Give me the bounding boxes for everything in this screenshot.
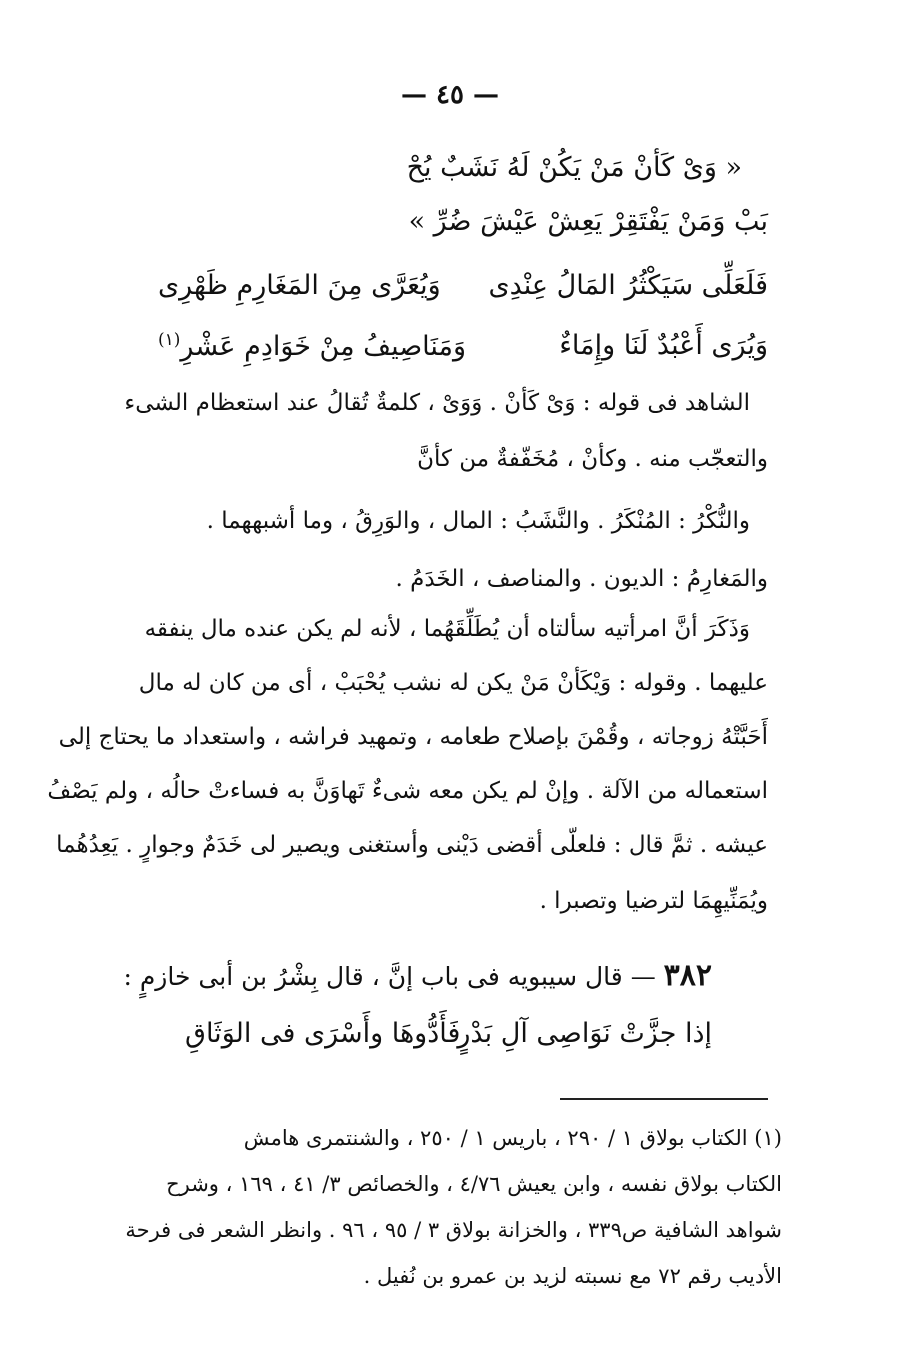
opening-verse-line-2: بَبْ وَمَنْ يَفْتَقِرْ يَعِشْ عَيْشَ ضُرِّ » (408, 206, 768, 237)
commentary-line: وَذَكَرَ أنَّ امرأتيه سألتاه أن يُطَلِّقَهُما ، لأنه لم يكن عنده مال ينفقه (144, 616, 750, 642)
poem-verse-2-first-hemistich: وَيُرَى أَعْبُدٌ لَنَا وإِمَاءٌ (559, 330, 768, 361)
poem-verse-2-second-hemistich-text: وَمَنَاصِيفُ مِنْ خَوَادِمِ عَشْرِ (180, 331, 467, 362)
entry-number: ٣٨٢ (663, 958, 712, 993)
footnote-line: (١) الكتاب بولاق ١ / ٢٩٠ ، باريس ١ / ٢٥٠ ، والشنتمرى هامش (243, 1126, 782, 1150)
footnote-line: الكتاب بولاق نفسه ، وابن يعيش ٤/٧٦ ، والخصائص ٣/ ٤١ ، ١٦٩ ، وشرح (166, 1172, 782, 1196)
poem-verse-2 (158, 330, 768, 374)
entry-heading (123, 958, 712, 993)
commentary-line: استعماله من الآلة . وإنْ لم يكن معه شىءٌ تَهاوَنَّ به فساءتْ حالُه ، ولم يَصْفُ (47, 778, 768, 804)
entry-heading-text: — قال سيبويه فى باب إنَّ ، قال بِشْرُ بن أبى خازمٍ : (123, 962, 656, 991)
commentary-line: والنُّكْرُ : المُنْكَرُ . والنَّشَبُ : المال ، والوَرِقُ ، وما أشبههما . (206, 508, 750, 534)
commentary-line: والمَغارِمُ : الديون . والمناصف ، الخَدَمُ . (395, 566, 768, 592)
commentary-line: عيشه . ثمَّ قال : فلعلّى أقضى دَيْنى وأستغنى ويصير لى خَدَمٌ وجوارٍ . يَعِدُهُما (56, 832, 768, 858)
page-number: — ٤٥ — (400, 80, 500, 110)
next-verse-first-hemistich: إذا جزَّتْ نَوَاصِى آلِ بَدْرٍ (457, 1018, 712, 1049)
poem-verse-2-second-hemistich (158, 330, 466, 362)
poem-verse-1 (158, 270, 768, 314)
commentary-text (47, 390, 768, 932)
commentary-line: أَحَبَّتْهُ زوجاته ، وقُمْنَ بإصلاح طعامه ، وتمهيد فراشه ، واستعداد ما يحتاج إلى (58, 724, 768, 750)
footnote-line: الأديب رقم ٧٢ مع نسبته لزيد بن عمرو بن نُفيل . (363, 1264, 782, 1288)
footnote-line: شواهد الشافية ص٣٣٩ ، والخزانة بولاق ٣ / ٩٥ ، ٩٦ . وانظر الشعر فى فرحة (125, 1218, 782, 1242)
next-verse-second-hemistich: فَأَدُّوهَا وأَسْرَى فى الوَثَاقِ (185, 1018, 461, 1049)
poem-verse-1-second-hemistich: وَيُعَرَّى مِنَ المَغَارِمِ ظَهْرِى (158, 270, 441, 301)
commentary-line: والتعجّب منه . وكأنْ ، مُخَفّفةٌ من كأنَّ (417, 446, 768, 472)
footnote-separator (560, 1098, 768, 1100)
opening-verse-line-1: « وَىْ كَأنْ مَنْ يَكُنْ لَهُ نَشَبٌ يُحْ (406, 152, 742, 183)
poem-verse-1-first-hemistich: فَلَعَلِّى سَيَكْثُرُ المَالُ عِنْدِى (488, 270, 768, 301)
footnote-marker: (١) (158, 330, 181, 350)
commentary-line: الشاهد فى قوله : وَىْ كَأنْ . وَوَىْ ، كلمةٌ تُقالُ عند استعظام الشىء (124, 390, 750, 416)
next-verse (185, 1018, 712, 1062)
commentary-line: عليهما . وقوله : وَيْكَأنْ مَنْ يكن له نشب يُحْبَبْ ، أى من كان له مال (138, 670, 768, 696)
commentary-line: ويُمَنِّيهِمَا لترضيا وتصبرا . (539, 888, 768, 914)
